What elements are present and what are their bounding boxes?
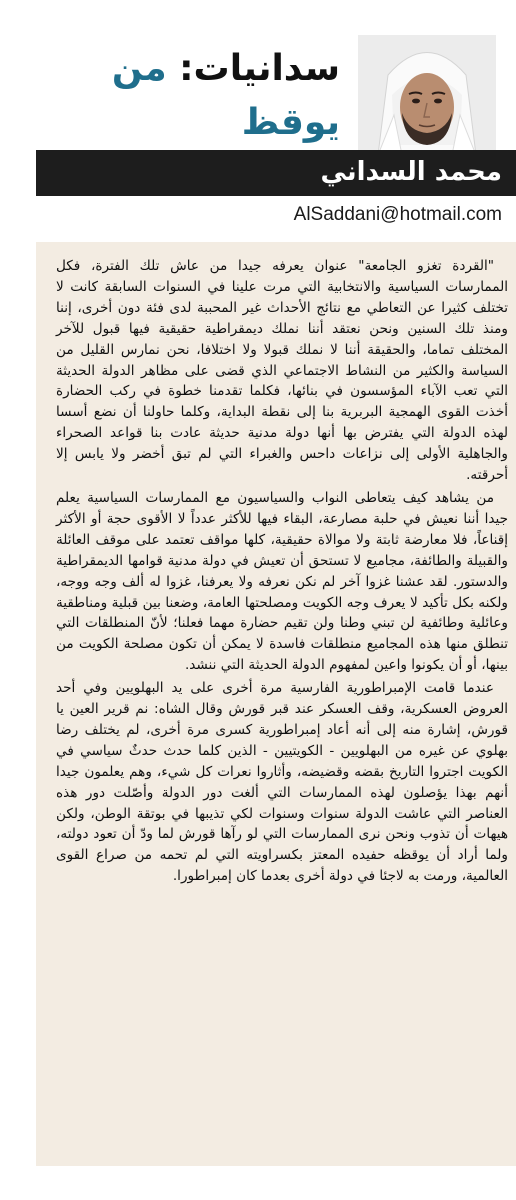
article-paragraph-3: عندما قامت الإمبراطورية الفارسية مرة أخرى على يد البهلويين وفي أحد العروض العسكرية، وقف العسكر عند قبر قورش وقال الشاه: نم قرير العين يا قورش، إشارة منه إلى أنه أعاد إمبراطورية كسرى مرة أخرى، لم يختلف رضا بهلوي عن غيره من البهلويين - الكويتيين - الذين كلما حدث حدثٌ سياسي في الكويت اجتروا التاريخ بقضه وقضيضه، وأثاروا نعرات كل شيء، وهم يعلمون جيدا أنهم بهذا يؤصلون لهذه الممارسات التي ألغت دور الدولة وأصّلت دور هذه العناصر التي عاشت الدولة سنوات وسنوات لكي تذيبها في بوتقة الوطن، ولكن هيهات أن تذوب ونحن نرى الممارسات التي لو رآها قورش لما ودّ أن تعود دولته، ولما أراد أن يوقظه حفيده المعتز بكسراويته التي لم تحمه من صراع القوى العالمية، ورمت به لاجئا في دولة أخرى بعدما كان إمبراطورا.: [56, 680, 508, 885]
article-body: [36, 242, 516, 1166]
page-bottom-margin: [0, 1166, 516, 1200]
column-header: [0, 0, 516, 150]
column-brand: سدانيات:: [179, 48, 340, 89]
article-text: [56, 256, 508, 889]
author-email-row: [36, 196, 516, 243]
headline-title-part-1: من يوقظ: [111, 48, 340, 143]
author-photo: [358, 35, 496, 155]
article-paragraph-2: من يشاهد كيف يتعاطى النواب والسياسيون مع الممارسات السياسية يعلم جيدا أننا نعيش في حلبة مصارعة، البقاء فيها للأكثر عدداً لا الأقوى حجة أو الأكثر إقناعاً، فلا معارضة ثابتة ولا موالاة حقيقية، كلها مواقف تعتمد على موقف العائلة والقبيلة والطائفة، مجاميع لا تستحق أن تعيش في دولة مدنية قوامها الديمقراطية والدستور. لقد عشنا غزوا آخر لم نكن نعرفه ولا يعرفنا، غزوا له ألف وجه ووجه، ولكنه بكل تأكيد لا يعرف وجه الكويت ومصلحتها العامة، وضعنا بين قبلية ومناطقية وعائلية وطائفية لن تبني وطنا ولن تقيم حضارة مهما فعلنا؛ لأنّ المنطلقات التي تنطلق منها هذه المجاميع منطلقات فاسدة لا يمكن أن تكون مصلحة الكويت من بينها، أو أن يكونوا واعين لمفهوم الدولة الحديثة التي ننشد.: [56, 489, 508, 674]
headline-line-1: [60, 42, 340, 150]
article-paragraph-1: "القردة تغزو الجامعة" عنوان يعرفه جيدا من عاش تلك الفترة، فكل الممارسات السياسية والانتخابية التي مرت علينا في السنوات السابقة كانت لا تختلف كثيرا عن التعاطي مع نتائج الأحداث غير المحببة لدى فئة دون أخرى، إننا ومنذ تلك السنين ونحن نعتقد أننا نملك ديمقراطية حقيقية فيها قبول للآخر المختلف تماما، والحقيقة أننا لا نملك قبولا ولا اختلافا، نحن نمارس القليل من السياسة والكثير من النشاط الاجتماعي الذي قضى على مظاهر الدولة الحديثة التي تعب الآباء المؤسسون في بنائها، فكلما تقدمنا خطوة في ركب الحضارة أخذت القوى الهمجية البربرية بنا إلى نقطة البداية، وكلما حاولنا أن نضع أسسا لهذه الدولة التي يفترض بها أنها دولة مدنية حديثة عادت بنا قواعد الصحراء والجاهلية الأولى إلى نزاعات داحس والغبراء التي لم تبق أخضر ولا يابس إلا أحرقته.: [56, 258, 508, 484]
author-email[interactable]: AlSaddani@hotmail.com: [293, 204, 502, 225]
author-name-bar: [36, 150, 516, 196]
author-portrait-image: [358, 35, 496, 155]
author-name: محمد السداني: [320, 157, 502, 187]
